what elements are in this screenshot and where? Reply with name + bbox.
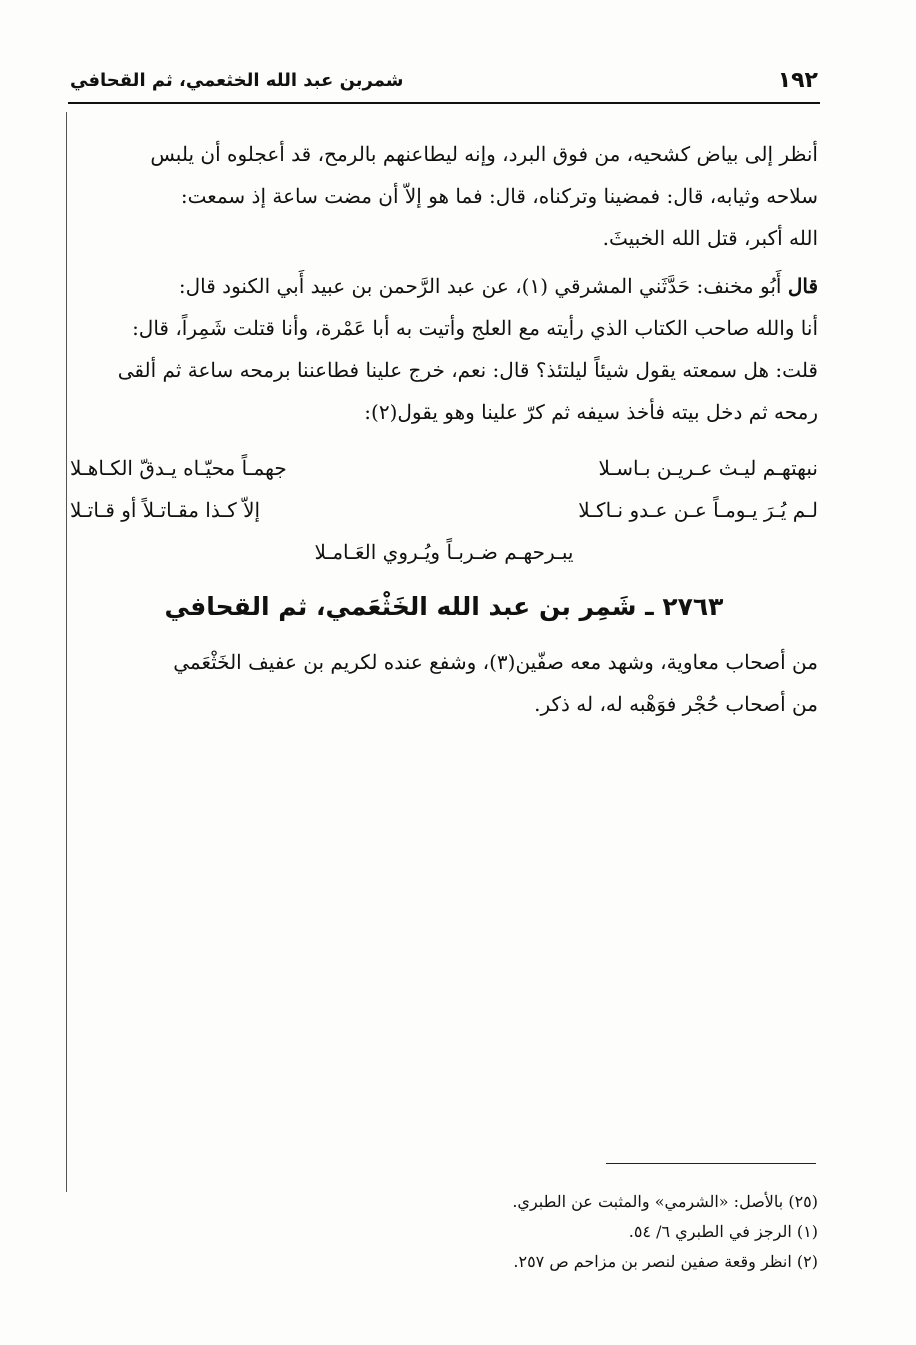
- paragraph-line: [70, 274, 818, 298]
- footnote: (٢٥) بالأصل: «الشرمي» والمثبت عن الطبري.: [512, 1192, 818, 1211]
- footnote-separator: [606, 1163, 816, 1164]
- paragraph-line: من أصحاب حُجْر فوَهْبه له، له ذكر.: [534, 692, 818, 716]
- verse-second-hemistich: إلاّ كـذا مقـاتـلاً أو قـاتـلا: [70, 498, 261, 522]
- paragraph-line: رمحه ثم دخل بيته فأخذ سيفه ثم كرّ علينا وهو يقول(٢):: [364, 400, 818, 424]
- page-header: [70, 60, 818, 100]
- verse-line: [70, 456, 818, 486]
- footnote: (٢) انظر وقعة صفين لنصر بن مزاحم ص ٢٥٧.: [513, 1252, 818, 1271]
- running-title: شمربن عبد الله الخثعمي، ثم القحافي: [70, 70, 404, 91]
- paragraph-line: من أصحاب معاوية، وشهد معه صفّين(٣)، وشفع عنده لكريم بن عفيف الخَثْعَمي: [173, 650, 818, 674]
- verse-line: [70, 498, 818, 528]
- verse-final-line: يبـرحهـم ضـربـاً ويُـروي العَـامـلا: [314, 540, 574, 564]
- header-rule: [68, 102, 820, 104]
- paragraph-lead-word: قال: [787, 274, 818, 298]
- verse-first-hemistich: لـم يُـرَ يـومـاً عـن عـدو نـاكـلا: [578, 498, 818, 522]
- paragraph-line: سلاحه وثيابه، قال: فمضينا وتركناه، قال: فما هو إلاّ أن مضت ساعة إذ سمعت:: [180, 184, 818, 208]
- paragraph-line-text: أَبُو مخنف: حَدَّثَني المشرقي (١)، عن عبد الرَّحمن بن عبيد أَبي الكنود قال:: [178, 274, 782, 298]
- paragraph-line: قلت: هل سمعته يقول شيئاً ليلتئذ؟ قال: نعم، خرج علينا فطاعننا برمحه ساعة ثم ألقى: [117, 358, 818, 382]
- entry-heading: ٢٧٦٣ ـ شَمِر بن عبد الله الخَثْعَمي، ثم القحافي: [164, 592, 724, 621]
- paragraph-line: أنا والله صاحب الكتاب الذي رأيته مع العلج وأتيت به أبا عَمْرة، وأنا قتلت شَمِراً، قال:: [132, 316, 818, 340]
- verse-second-hemistich: جهمـاً محيّـاه يـدقّ الكـاهـلا: [70, 456, 287, 480]
- paragraph-line: أنظر إلى بياض كشحيه، من فوق البرد، وإنه ليطاعنهم بالرمح، قد أعجلوه أن يلبس: [150, 142, 818, 166]
- footnote: (١) الرجز في الطبري ٦/ ٥٤.: [628, 1222, 818, 1241]
- page-number: ١٩٢: [777, 68, 818, 93]
- paragraph-line: الله أكبر، قتل الله الخبيثَ.: [602, 226, 818, 250]
- verse-first-hemistich: نبهتهـم ليـث عـريـن بـاسـلا: [598, 456, 818, 480]
- page-binding-edge: [66, 112, 67, 1192]
